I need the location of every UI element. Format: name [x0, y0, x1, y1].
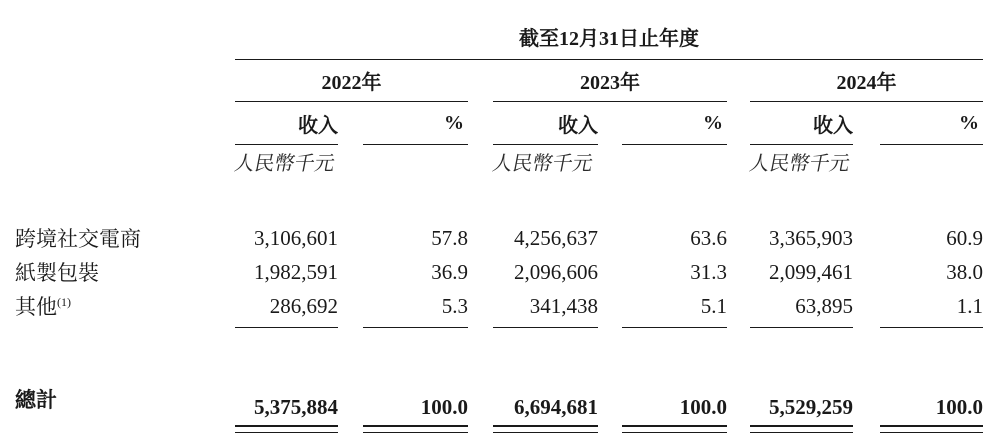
subheader-row — [15, 102, 983, 145]
column-gap — [468, 60, 493, 102]
value-2024-revenue: 63,895 — [750, 289, 853, 328]
double-rule — [750, 425, 853, 433]
double-rule — [493, 425, 598, 433]
column-gap — [853, 221, 880, 255]
unit-label-2024 — [747, 145, 983, 179]
column-gap — [727, 255, 750, 289]
table-title: 截至12月31日止年度 — [235, 0, 983, 60]
column-gap — [853, 255, 880, 289]
empty-cell — [15, 0, 235, 60]
value-2024-percent: 60.9 — [946, 225, 984, 250]
unit-text: 人民幣千元 — [490, 153, 595, 175]
double-rule — [880, 425, 983, 433]
total-2022-revenue: 5,375,884 — [235, 367, 338, 433]
column-gap — [727, 289, 750, 328]
value-2024-percent: 1.1 — [880, 289, 983, 328]
unit-label-2022 — [232, 145, 468, 179]
year-header-2022: 2022年 — [235, 60, 468, 102]
column-gap — [727, 145, 750, 179]
column-gap — [338, 255, 363, 289]
column-gap — [468, 145, 493, 179]
double-rule — [235, 425, 338, 433]
value-2023-revenue: 4,256,637 — [514, 225, 598, 250]
value-2023-percent: 63.6 — [690, 225, 727, 250]
column-gap — [853, 367, 880, 433]
total-2024-percent: 100.0 — [880, 367, 983, 433]
value-2022-percent: 36.9 — [431, 259, 468, 284]
column-gap — [338, 289, 363, 328]
column-gap — [727, 367, 750, 433]
value-2022-revenue: 286,692 — [235, 289, 338, 328]
table-row-others — [15, 289, 983, 328]
value-2024-percent: 38.0 — [946, 259, 984, 284]
total-2024-revenue: 5,529,259 — [750, 367, 853, 433]
column-gap — [468, 255, 493, 289]
revenue-breakdown-table — [15, 0, 983, 433]
income-header-2022: 收入 — [235, 102, 338, 145]
unit-text: 人民幣千元 — [747, 153, 852, 175]
column-gap — [338, 221, 363, 255]
value-2022-percent: 57.8 — [431, 225, 468, 250]
total-2022-percent: 100.0 — [363, 367, 468, 433]
footnote-marker: (1) — [57, 295, 71, 310]
percent-header-2024: % — [880, 102, 983, 145]
empty-cell — [15, 145, 235, 179]
income-header-2024: 收入 — [750, 102, 853, 145]
empty-cell — [15, 60, 235, 102]
percent-header-2023: % — [622, 102, 727, 145]
value-2022-revenue: 3,106,601 — [254, 225, 338, 250]
value-2024-revenue: 2,099,461 — [769, 259, 853, 284]
double-rule — [363, 425, 468, 433]
value-2024-revenue: 3,365,903 — [769, 225, 853, 250]
table-row-cross-border-social-ecommerce — [15, 221, 983, 255]
value-2023-percent: 31.3 — [690, 259, 727, 284]
row-label: 其他$^{(1)}$ — [15, 295, 71, 320]
column-gap — [468, 221, 493, 255]
year-header-2023: 2023年 — [493, 60, 727, 102]
title-row — [15, 0, 983, 60]
column-gap — [468, 367, 493, 433]
empty-cell — [15, 102, 235, 145]
column-gap — [853, 102, 880, 145]
income-header-2023: 收入 — [493, 102, 598, 145]
total-2023-percent: 100.0 — [622, 367, 727, 433]
row-label: 紙製包裝 — [15, 261, 99, 285]
column-gap — [598, 255, 622, 289]
value-2023-revenue: 341,438 — [493, 289, 598, 328]
column-gap — [598, 367, 622, 433]
column-gap — [727, 221, 750, 255]
total-2023-revenue: 6,694,681 — [493, 367, 598, 433]
value-2022-revenue: 1,982,591 — [254, 259, 338, 284]
column-gap — [468, 289, 493, 328]
unit-label-2023 — [490, 145, 727, 179]
total-label: 總計 — [15, 388, 57, 412]
year-header-2024: 2024年 — [750, 60, 983, 102]
total-row — [15, 367, 983, 433]
column-gap — [727, 60, 750, 102]
column-gap — [468, 102, 493, 145]
column-gap — [598, 102, 622, 145]
year-header-row — [15, 60, 983, 102]
spacer-row — [15, 328, 983, 368]
unit-row — [15, 145, 983, 179]
column-gap — [338, 102, 363, 145]
value-2023-percent: 5.1 — [622, 289, 727, 328]
column-gap — [338, 367, 363, 433]
spacer-row — [15, 178, 983, 221]
column-gap — [598, 289, 622, 328]
percent-header-2022: % — [363, 102, 468, 145]
double-rule — [622, 425, 727, 433]
column-gap — [727, 102, 750, 145]
value-2023-revenue: 2,096,606 — [514, 259, 598, 284]
unit-text: 人民幣千元 — [232, 153, 337, 175]
column-gap — [598, 221, 622, 255]
column-gap — [853, 289, 880, 328]
row-label: 跨境社交電商 — [15, 227, 141, 251]
table-row-paper-packaging — [15, 255, 983, 289]
value-2022-percent: 5.3 — [363, 289, 468, 328]
